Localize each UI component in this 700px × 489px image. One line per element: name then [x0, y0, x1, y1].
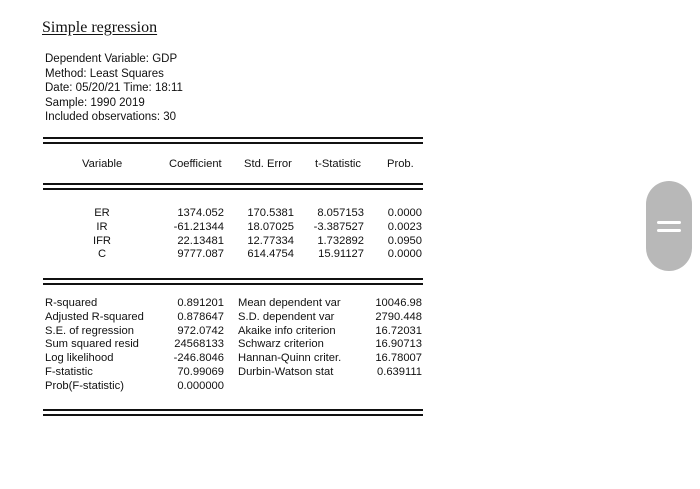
stat-label: Durbin-Watson stat [238, 365, 334, 378]
info-method: Method: Least Squares [45, 67, 164, 80]
std-error-cell: 18.07025 [247, 220, 294, 233]
stat-label: Log likelihood [45, 352, 114, 365]
info-observations: Included observations: 30 [45, 111, 177, 124]
stat-value: 0.891201 [177, 297, 224, 309]
stat-value: 10046.98 [375, 297, 422, 309]
coefficient-cell: 9777.087 [177, 248, 224, 261]
variable-cell: ER [94, 207, 110, 219]
stat-label: Mean dependent var [238, 297, 341, 309]
info-sample: Sample: 1990 2019 [45, 96, 145, 109]
table-bottom-rule-2 [43, 414, 423, 416]
stat-value: 16.78007 [375, 352, 422, 365]
table-top-rule-1 [43, 137, 423, 139]
variable-cell: IR [96, 220, 108, 233]
header-rule-2 [43, 188, 423, 190]
stat-value: 24568133 [174, 338, 224, 351]
header-t-statistic: t-Statistic [315, 158, 362, 170]
variable-cell: C [97, 248, 107, 261]
stat-value: 972.0742 [177, 324, 224, 337]
std-error-column [232, 207, 294, 262]
stat-value: 16.90713 [375, 338, 422, 351]
handle-grip-icon [657, 229, 681, 232]
prob-cell: 0.0950 [387, 234, 422, 247]
variable-cell: IFR [92, 234, 112, 247]
header-prob: Prob. [387, 158, 414, 170]
header-variable: Variable [82, 158, 123, 170]
t-statistic-cell: 1.732892 [317, 234, 364, 247]
t-statistic-cell: -3.387527 [313, 220, 364, 233]
t-statistic-cell: 15.91127 [318, 248, 364, 261]
stats-right-labels [238, 297, 341, 380]
middle-rule-2 [43, 283, 423, 285]
stat-label: S.E. of regression [45, 324, 134, 337]
stat-value: 0.639111 [377, 365, 422, 378]
stat-label: Schwarz criterion [238, 338, 324, 351]
info-dependent-variable: Dependent Variable: GDP [45, 53, 178, 65]
stat-value: 70.99069 [177, 365, 224, 378]
prob-cell: 0.0000 [387, 207, 422, 219]
handle-grip-icon [657, 221, 681, 224]
scroll-handle[interactable] [646, 181, 692, 271]
header-rule-1 [43, 183, 423, 185]
regression-info [45, 52, 183, 125]
stat-value: 16.72031 [375, 324, 422, 337]
std-error-cell: 614.4754 [247, 248, 294, 261]
std-error-cell: 170.5381 [247, 207, 294, 219]
header-std-error: Std. Error [244, 158, 292, 170]
stat-value: -246.8046 [173, 352, 224, 365]
prob-cell: 0.0023 [387, 220, 422, 233]
stat-label: Sum squared resid [45, 338, 139, 351]
info-date-time: Date: 05/20/21 Time: 18:11 [45, 82, 183, 95]
table-bottom-rule-1 [43, 409, 423, 411]
page-title: Simple regression [42, 19, 158, 36]
prob-column [372, 207, 422, 262]
coefficient-cell: 22.13481 [177, 234, 224, 247]
coefficient-column [160, 207, 224, 262]
std-error-cell: 12.77334 [247, 234, 294, 247]
stat-label: R-squared [45, 297, 98, 309]
stats-right-values [362, 297, 422, 380]
coefficient-cell: 1374.052 [177, 207, 224, 219]
stat-label: Akaike info criterion [238, 324, 336, 337]
prob-cell: 0.0000 [387, 248, 422, 261]
variable-column [72, 207, 132, 262]
stat-label: F-statistic [45, 365, 93, 378]
header-coefficient: Coefficient [169, 158, 222, 170]
stat-label: S.D. dependent var [238, 310, 335, 323]
stats-left-values [160, 297, 224, 394]
t-statistic-column [302, 207, 364, 262]
stat-label: Adjusted R-squared [45, 310, 144, 323]
stat-label: Prob(F-statistic) [45, 379, 124, 392]
table-top-rule-2 [43, 142, 423, 144]
stat-value: 0.000000 [177, 379, 224, 392]
stat-label: Hannan-Quinn criter. [238, 352, 342, 365]
stat-value: 0.878647 [177, 310, 224, 323]
stat-value: 2790.448 [375, 310, 422, 323]
middle-rule-1 [43, 278, 423, 280]
coefficient-cell: -61.21344 [173, 220, 224, 233]
t-statistic-cell: 8.057153 [317, 207, 364, 219]
stats-left-labels [45, 297, 144, 394]
